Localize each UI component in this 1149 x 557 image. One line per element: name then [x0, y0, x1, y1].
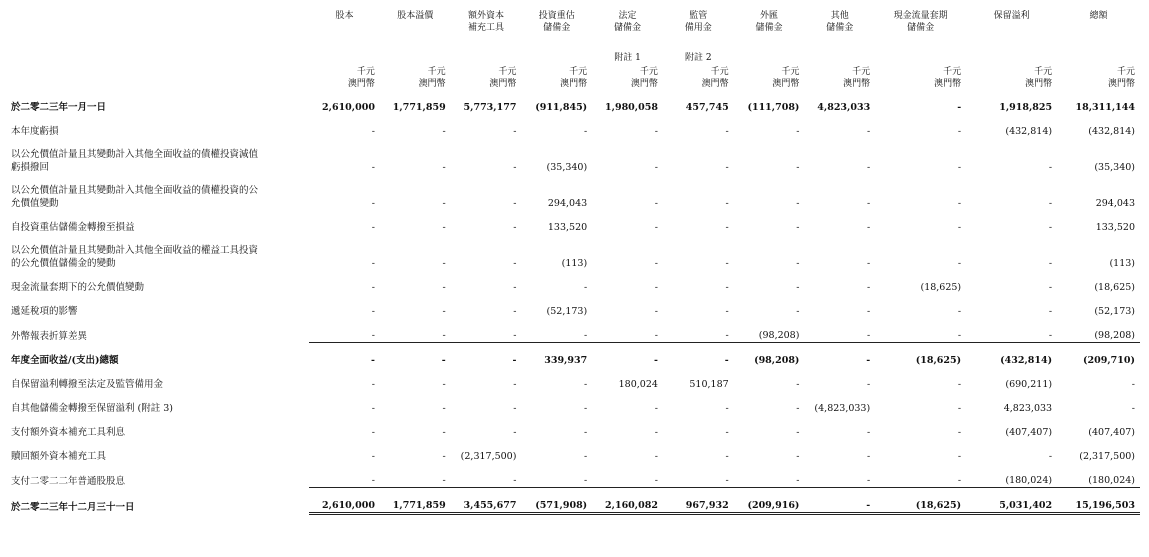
cell-value: (18,625): [920, 282, 962, 293]
cell-value: -: [513, 282, 517, 293]
column-header: 投資重估 儲備金: [538, 11, 575, 33]
cell-value: -: [957, 451, 962, 462]
row-label: 於二零二三年十二月三十一日: [11, 501, 135, 513]
row-label: 於二零二三年一月一日: [11, 102, 107, 113]
cell-value: 2,610,000: [309, 488, 380, 514]
cell-value: -: [654, 282, 658, 293]
column-note: [451, 50, 522, 66]
cell-value: (35,340): [1094, 162, 1135, 173]
cell-value: -: [513, 379, 517, 390]
cell-value: 510,187: [689, 379, 729, 390]
notes-row: [8, 50, 1140, 66]
cell-value: -: [957, 258, 962, 269]
cell-value: -: [957, 330, 962, 341]
cell-value: -: [654, 126, 658, 137]
cell-value: -: [371, 126, 375, 137]
cell-value: -: [1048, 306, 1053, 317]
cell-value: -: [796, 282, 800, 293]
cell-value: -: [583, 475, 588, 486]
cell-value: (111,708): [747, 102, 800, 113]
column-header: 法定 儲備金: [614, 11, 642, 33]
cell-value: 133,520: [1095, 222, 1135, 233]
cell-value: -: [866, 258, 871, 269]
cell-value: -: [371, 451, 375, 462]
cell-value: (18,625): [875, 343, 966, 368]
cell-value: 180,024: [618, 379, 658, 390]
cell-value: -: [725, 330, 729, 341]
cell-value: -: [583, 427, 588, 438]
cell-value: 457,745: [685, 102, 729, 113]
cell-value: 5,031,402: [966, 488, 1057, 514]
cell-value: (432,814): [1005, 126, 1053, 137]
cell-value: -: [796, 475, 800, 486]
cell-value: -: [442, 126, 446, 137]
cell-value: -: [513, 198, 517, 209]
cell-value: -: [654, 222, 658, 233]
cell-value: (98,208): [758, 330, 800, 341]
table-row: [8, 174, 1140, 210]
cell-value: -: [442, 451, 446, 462]
cell-value: 2,610,000: [322, 102, 375, 113]
cell-value: -: [513, 330, 517, 341]
column-note: [875, 50, 966, 66]
row-label: 贖回額外資本補充工具: [11, 451, 107, 462]
cell-value: -: [866, 427, 871, 438]
cell-value: -: [442, 258, 446, 269]
unit-label: 千元 澳門幣: [1025, 67, 1053, 89]
unit-label: 千元 澳門幣: [347, 67, 375, 89]
cell-value: -: [1131, 379, 1135, 390]
cell-value: -: [442, 330, 446, 341]
table-row: [8, 488, 1140, 514]
cell-value: -: [371, 379, 375, 390]
cell-value: -: [866, 379, 871, 390]
column-header: 外匯 儲備金: [755, 11, 783, 33]
cell-value: -: [371, 162, 375, 173]
cell-value: -: [804, 343, 875, 368]
cell-value: (690,211): [1005, 379, 1053, 390]
column-header: 額外資本 補充工具: [468, 11, 505, 33]
cell-value: -: [442, 282, 446, 293]
cell-value: (113): [561, 258, 588, 269]
cell-value: 1,771,859: [392, 102, 446, 113]
cell-value: -: [796, 451, 800, 462]
cell-value: -: [957, 126, 962, 137]
cell-value: -: [1048, 330, 1053, 341]
row-label: 遞延稅項的影響: [11, 306, 78, 317]
table-row: [8, 138, 1140, 174]
cell-value: -: [725, 162, 729, 173]
table-row: [8, 270, 1140, 294]
cell-value: -: [654, 258, 658, 269]
cell-value: -: [866, 306, 871, 317]
column-note: 附註 2: [685, 53, 712, 63]
units-row: [8, 66, 1140, 90]
table-body: [8, 90, 1140, 514]
cell-value: -: [442, 222, 446, 233]
cell-value: -: [957, 198, 962, 209]
table-row: [8, 234, 1140, 270]
cell-value: -: [663, 343, 734, 368]
cell-value: -: [371, 198, 375, 209]
cell-value: 15,196,503: [1057, 488, 1140, 514]
column-header: 現金流量套期 儲備金: [893, 11, 948, 33]
unit-label: 千元 澳門幣: [560, 67, 588, 89]
cell-value: -: [1048, 222, 1053, 233]
cell-value: 4,823,033: [1003, 403, 1053, 414]
table-row: [8, 318, 1140, 343]
cell-value: -: [513, 427, 517, 438]
cell-value: (209,916): [734, 488, 805, 514]
cell-value: (180,024): [1088, 475, 1135, 486]
cell-value: -: [583, 379, 588, 390]
cell-value: (911,845): [535, 102, 588, 113]
cell-value: -: [513, 222, 517, 233]
unit-label: 千元 澳門幣: [701, 67, 729, 89]
cell-value: -: [371, 306, 375, 317]
cell-value: -: [957, 427, 962, 438]
cell-value: -: [583, 330, 588, 341]
cell-value: -: [592, 343, 663, 368]
cell-value: -: [957, 306, 962, 317]
cell-value: 133,520: [547, 222, 588, 233]
unit-label: 千元 澳門幣: [418, 67, 446, 89]
table-row: [8, 391, 1140, 415]
cell-value: -: [957, 475, 962, 486]
cell-value: (407,407): [1005, 427, 1053, 438]
cell-value: 1,918,825: [999, 102, 1053, 113]
cell-value: -: [866, 198, 871, 209]
column-note: [804, 50, 875, 66]
notes-blank: [8, 50, 309, 66]
cell-value: (98,208): [734, 343, 805, 368]
column-header-row: [8, 6, 1140, 50]
cell-value: -: [371, 427, 375, 438]
cell-value: (2,317,500): [1079, 451, 1135, 462]
column-header: 監管 備用金: [684, 11, 712, 33]
cell-value: -: [654, 330, 658, 341]
row-label: 支付二零二二年普通股股息: [11, 475, 126, 487]
cell-value: 18,311,144: [1075, 102, 1135, 113]
cell-value: -: [513, 403, 517, 414]
column-note: [1057, 50, 1140, 66]
cell-value: -: [1048, 198, 1053, 209]
cell-value: -: [725, 451, 729, 462]
cell-value: -: [654, 475, 658, 486]
row-label: 以公允價值計量且其變動計入其他全面收益的權益工具投資 的公允價值儲備金的變動: [11, 245, 259, 269]
cell-value: -: [371, 330, 375, 341]
row-label: 自投資重估儲備金轉撥至損益: [11, 222, 135, 233]
column-note: [309, 50, 380, 66]
cell-value: 967,932: [663, 488, 734, 514]
row-label: 自其他儲備金轉撥至保留溢利 (附註 3): [11, 403, 173, 414]
cell-value: -: [1048, 162, 1053, 173]
cell-value: -: [371, 475, 375, 486]
cell-value: -: [654, 403, 658, 414]
cell-value: -: [442, 403, 446, 414]
cell-value: (407,407): [1088, 427, 1135, 438]
table-row: [8, 463, 1140, 488]
column-note: 附註 1: [614, 53, 641, 63]
cell-value: 2,160,082: [592, 488, 663, 514]
unit-label: 千元 澳門幣: [489, 67, 517, 89]
cell-value: -: [725, 282, 729, 293]
cell-value: 4,823,033: [817, 102, 871, 113]
cell-value: -: [380, 343, 451, 368]
cell-value: -: [1131, 403, 1135, 414]
units-blank: [8, 66, 309, 90]
cell-value: -: [796, 198, 800, 209]
cell-value: 5,773,177: [463, 102, 517, 113]
cell-value: -: [866, 222, 871, 233]
cell-value: 1,980,058: [605, 102, 658, 113]
cell-value: -: [654, 306, 658, 317]
cell-value: -: [796, 379, 800, 390]
table-row: [8, 114, 1140, 138]
cell-value: (4,823,033): [814, 403, 871, 414]
cell-value: -: [725, 403, 729, 414]
table-row: [8, 439, 1140, 463]
cell-value: (209,710): [1057, 343, 1140, 368]
cell-value: -: [725, 475, 729, 486]
cell-value: 3,455,677: [451, 488, 522, 514]
cell-value: -: [513, 475, 517, 486]
cell-value: -: [583, 403, 588, 414]
cell-value: -: [796, 126, 800, 137]
cell-value: -: [654, 198, 658, 209]
column-header: 總額: [1089, 11, 1108, 21]
cell-value: -: [957, 403, 962, 414]
cell-value: (52,173): [1094, 306, 1135, 317]
row-label: 年度全面收益/(支出)總額: [11, 355, 119, 366]
row-label: 支付額外資本補充工具利息: [11, 427, 126, 438]
cell-value: -: [866, 162, 871, 173]
cell-value: -: [796, 403, 800, 414]
cell-value: -: [725, 427, 729, 438]
cell-value: -: [866, 451, 871, 462]
cell-value: -: [725, 258, 729, 269]
cell-value: (35,340): [546, 162, 588, 173]
row-label: 以公允價值計量且其變動計入其他全面收益的債權投資的公 允價值變動: [11, 185, 259, 209]
cell-value: 294,043: [547, 198, 588, 209]
column-note: [380, 50, 451, 66]
column-header: 股本: [335, 11, 354, 21]
table-row: [8, 210, 1140, 234]
equity-table: [8, 6, 1140, 515]
cell-value: -: [371, 282, 375, 293]
table-row: [8, 343, 1140, 368]
cell-value: (2,317,500): [460, 451, 517, 462]
cell-value: -: [725, 126, 729, 137]
cell-value: -: [866, 126, 871, 137]
cell-value: -: [309, 343, 380, 368]
cell-value: -: [957, 222, 962, 233]
row-label: 外幣報表折算差異: [11, 330, 88, 342]
cell-value: -: [796, 162, 800, 173]
cell-value: -: [725, 222, 729, 233]
cell-value: (180,024): [1005, 475, 1053, 486]
row-label: 本年度虧損: [11, 126, 59, 137]
cell-value: 339,937: [521, 343, 592, 368]
cell-value: -: [725, 198, 729, 209]
unit-label: 千元 澳門幣: [1107, 67, 1135, 89]
table-row: [8, 415, 1140, 439]
cell-value: -: [957, 102, 962, 113]
cell-value: -: [866, 330, 871, 341]
cell-value: -: [1048, 258, 1053, 269]
cell-value: -: [513, 162, 517, 173]
cell-value: -: [371, 222, 375, 233]
cell-value: -: [442, 475, 446, 486]
cell-value: (432,814): [1088, 126, 1135, 137]
column-header: 其他 儲備金: [826, 11, 854, 33]
cell-value: -: [866, 475, 871, 486]
cell-value: 1,771,859: [380, 488, 451, 514]
cell-value: -: [866, 282, 871, 293]
cell-value: -: [583, 451, 588, 462]
cell-value: -: [371, 403, 375, 414]
unit-label: 千元 澳門幣: [843, 67, 871, 89]
cell-value: -: [796, 222, 800, 233]
table-row: [8, 367, 1140, 391]
cell-value: 294,043: [1095, 198, 1135, 209]
cell-value: -: [654, 427, 658, 438]
cell-value: -: [796, 427, 800, 438]
cell-value: -: [371, 258, 375, 269]
column-note: [966, 50, 1057, 66]
cell-value: (571,908): [521, 488, 592, 514]
cell-value: -: [804, 488, 875, 514]
row-label: 現金流量套期下的公允價值變動: [11, 282, 145, 293]
cell-value: -: [1048, 282, 1053, 293]
column-note: [521, 50, 592, 66]
cell-value: -: [583, 282, 588, 293]
unit-label: 千元 澳門幣: [630, 67, 658, 89]
column-note: [734, 50, 805, 66]
cell-value: -: [957, 379, 962, 390]
row-label: 以公允價值計量且其變動計入其他全面收益的債權投資減值 虧損撥回: [11, 149, 259, 173]
column-header: 保留溢利: [993, 11, 1030, 21]
cell-value: -: [725, 306, 729, 317]
cell-value: -: [442, 198, 446, 209]
cell-value: -: [583, 126, 588, 137]
cell-value: (18,625): [875, 488, 966, 514]
cell-value: (18,625): [1094, 282, 1135, 293]
unit-label: 千元 澳門幣: [772, 67, 800, 89]
cell-value: -: [513, 258, 517, 269]
cell-value: (52,173): [546, 306, 588, 317]
cell-value: -: [513, 306, 517, 317]
cell-value: -: [442, 306, 446, 317]
cell-value: -: [796, 306, 800, 317]
cell-value: -: [654, 162, 658, 173]
cell-value: (98,208): [1094, 330, 1135, 341]
cell-value: (113): [1109, 258, 1135, 269]
cell-value: -: [513, 126, 517, 137]
table-row: [8, 294, 1140, 318]
cell-value: -: [796, 258, 800, 269]
cell-value: -: [442, 162, 446, 173]
cell-value: (432,814): [966, 343, 1057, 368]
cell-value: -: [654, 451, 658, 462]
unit-label: 千元 澳門幣: [934, 67, 962, 89]
header-blank: [8, 6, 309, 50]
cell-value: -: [1048, 451, 1053, 462]
cell-value: -: [442, 427, 446, 438]
table-row: [8, 90, 1140, 114]
row-label: 自保留溢利轉撥至法定及監管備用金: [11, 379, 164, 390]
cell-value: -: [957, 162, 962, 173]
column-header: 股本溢價: [397, 11, 434, 21]
cell-value: -: [451, 343, 522, 368]
cell-value: -: [442, 379, 446, 390]
